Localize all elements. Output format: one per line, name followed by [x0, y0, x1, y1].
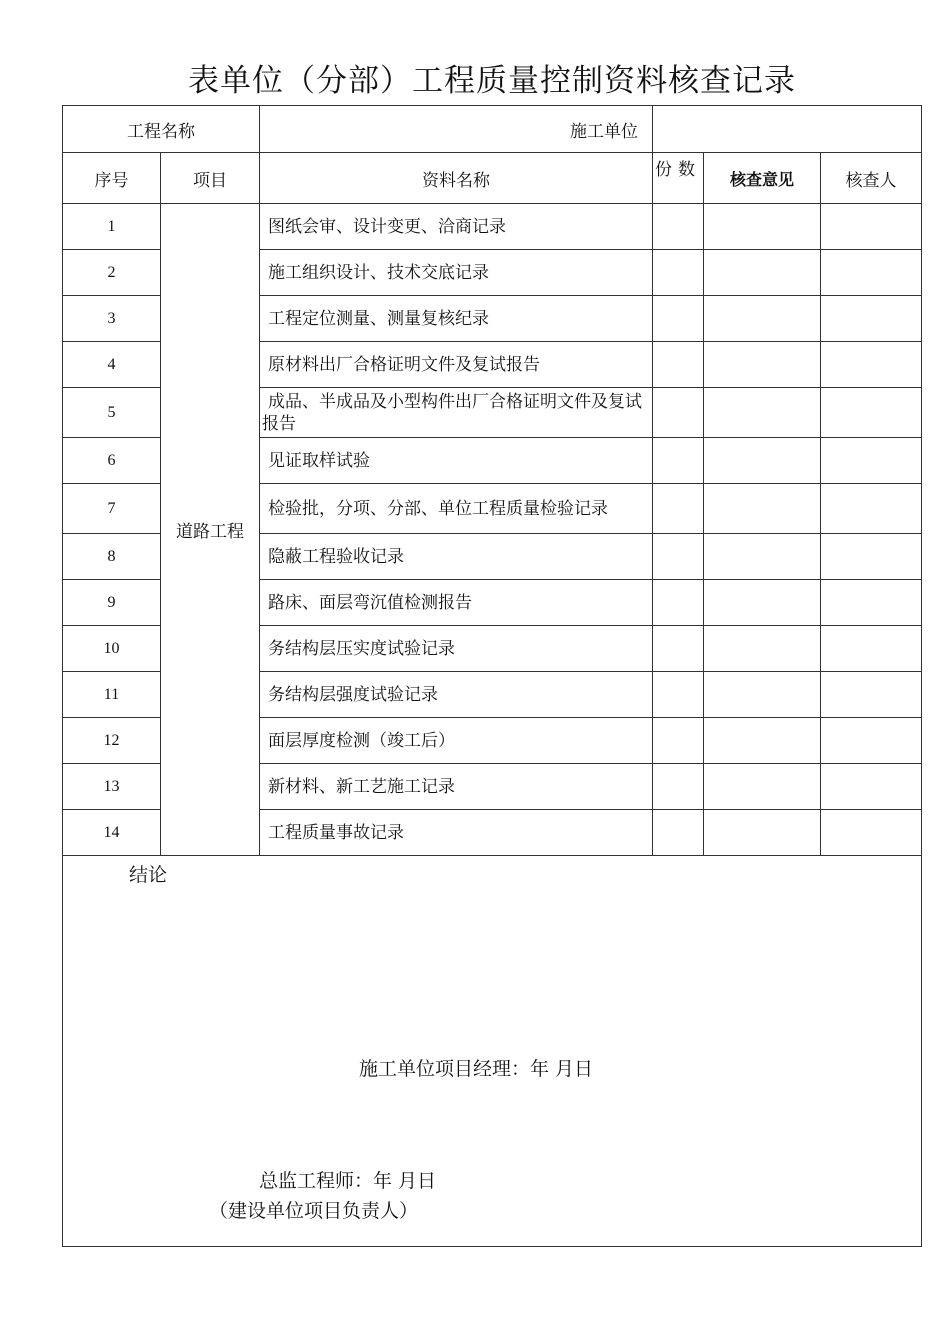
col-opinion: 核查意见 [704, 153, 821, 204]
row-number: 8 [63, 534, 161, 580]
copies-cell[interactable] [653, 718, 704, 764]
row-number: 14 [63, 810, 161, 856]
doc-name-cell: 务结构层压实度试验记录 [260, 626, 653, 672]
conclusion-row [63, 856, 922, 1247]
checker-cell[interactable] [821, 764, 922, 810]
col-seq: 序号 [63, 153, 161, 204]
inspection-table [62, 105, 922, 1247]
copies-cell[interactable] [653, 534, 704, 580]
category-cell: 道路工程 [161, 204, 260, 856]
opinion-cell[interactable] [704, 672, 821, 718]
table-row [63, 204, 922, 250]
opinion-cell[interactable] [704, 764, 821, 810]
row-number: 5 [63, 388, 161, 438]
opinion-cell[interactable] [704, 342, 821, 388]
row-number: 6 [63, 438, 161, 484]
col-item: 项目 [161, 153, 260, 204]
col-doc-name: 资料名称 [260, 153, 653, 204]
checker-cell[interactable] [821, 672, 922, 718]
doc-name-cell: 图纸会审、设计变更、洽商记录 [260, 204, 653, 250]
col-copies: 份数 [653, 153, 704, 204]
checker-cell[interactable] [821, 388, 922, 438]
copies-cell[interactable] [653, 438, 704, 484]
construction-unit-value[interactable] [653, 106, 922, 153]
checker-cell[interactable] [821, 204, 922, 250]
copies-cell[interactable] [653, 250, 704, 296]
opinion-cell[interactable] [704, 580, 821, 626]
checker-cell[interactable] [821, 438, 922, 484]
copies-cell[interactable] [653, 672, 704, 718]
checker-cell[interactable] [821, 534, 922, 580]
doc-name-cell: 见证取样试验 [260, 438, 653, 484]
row-number: 11 [63, 672, 161, 718]
doc-name-cell: 面层厚度检测（竣工后） [260, 718, 653, 764]
owner-note: （建设单位项目负责人） [209, 1200, 419, 1222]
row-number: 9 [63, 580, 161, 626]
doc-name-cell: 隐蔽工程验收记录 [260, 534, 653, 580]
page-title: 表单位（分部）工程质量控制资料核查记录 [188, 63, 796, 99]
copies-cell[interactable] [653, 388, 704, 438]
copies-cell[interactable] [653, 626, 704, 672]
copies-cell[interactable] [653, 580, 704, 626]
header-row-columns [63, 153, 922, 204]
conclusion-cell[interactable] [63, 856, 922, 1247]
checker-cell[interactable] [821, 484, 922, 534]
copies-cell[interactable] [653, 810, 704, 856]
checker-cell[interactable] [821, 810, 922, 856]
doc-name-cell: 成品、半成品及小型构件出厂合格证明文件及复试报告 [260, 388, 653, 438]
doc-name-cell: 原材料出厂合格证明文件及复试报告 [260, 342, 653, 388]
copies-cell[interactable] [653, 296, 704, 342]
checker-cell[interactable] [821, 250, 922, 296]
row-number: 7 [63, 484, 161, 534]
doc-name-cell: 工程定位测量、测量复核纪录 [260, 296, 653, 342]
row-number: 2 [63, 250, 161, 296]
copies-cell[interactable] [653, 764, 704, 810]
opinion-cell[interactable] [704, 296, 821, 342]
opinion-cell[interactable] [704, 204, 821, 250]
checker-cell[interactable] [821, 626, 922, 672]
copies-cell[interactable] [653, 484, 704, 534]
doc-name-cell: 施工组织设计、技术交底记录 [260, 250, 653, 296]
checker-cell[interactable] [821, 718, 922, 764]
copies-cell[interactable] [653, 204, 704, 250]
doc-name-cell: 务结构层强度试验记录 [260, 672, 653, 718]
pm-signature: 施工单位项目经理：年 月日 [359, 1058, 594, 1080]
doc-name-cell: 路床、面层弯沉值检测报告 [260, 580, 653, 626]
opinion-cell[interactable] [704, 388, 821, 438]
checker-cell[interactable] [821, 296, 922, 342]
opinion-cell[interactable] [704, 250, 821, 296]
col-checker: 核查人 [821, 153, 922, 204]
opinion-cell[interactable] [704, 438, 821, 484]
row-number: 4 [63, 342, 161, 388]
doc-name-cell: 检验批，分项、分部、单位工程质量检验记录 [260, 484, 653, 534]
row-number: 12 [63, 718, 161, 764]
opinion-cell[interactable] [704, 484, 821, 534]
construction-unit-label: 施工单位 [260, 106, 653, 153]
header-row-project [63, 106, 922, 153]
supervisor-signature: 总监工程师：年 月日 [259, 1170, 437, 1192]
copies-cell[interactable] [653, 342, 704, 388]
doc-name-cell: 工程质量事故记录 [260, 810, 653, 856]
row-number: 10 [63, 626, 161, 672]
project-name-label: 工程名称 [63, 106, 260, 153]
row-number: 13 [63, 764, 161, 810]
doc-name-cell: 新材料、新工艺施工记录 [260, 764, 653, 810]
opinion-cell[interactable] [704, 626, 821, 672]
opinion-cell[interactable] [704, 534, 821, 580]
row-number: 3 [63, 296, 161, 342]
row-number: 1 [63, 204, 161, 250]
checker-cell[interactable] [821, 342, 922, 388]
conclusion-label: 结论 [129, 864, 168, 886]
opinion-cell[interactable] [704, 718, 821, 764]
opinion-cell[interactable] [704, 810, 821, 856]
checker-cell[interactable] [821, 580, 922, 626]
